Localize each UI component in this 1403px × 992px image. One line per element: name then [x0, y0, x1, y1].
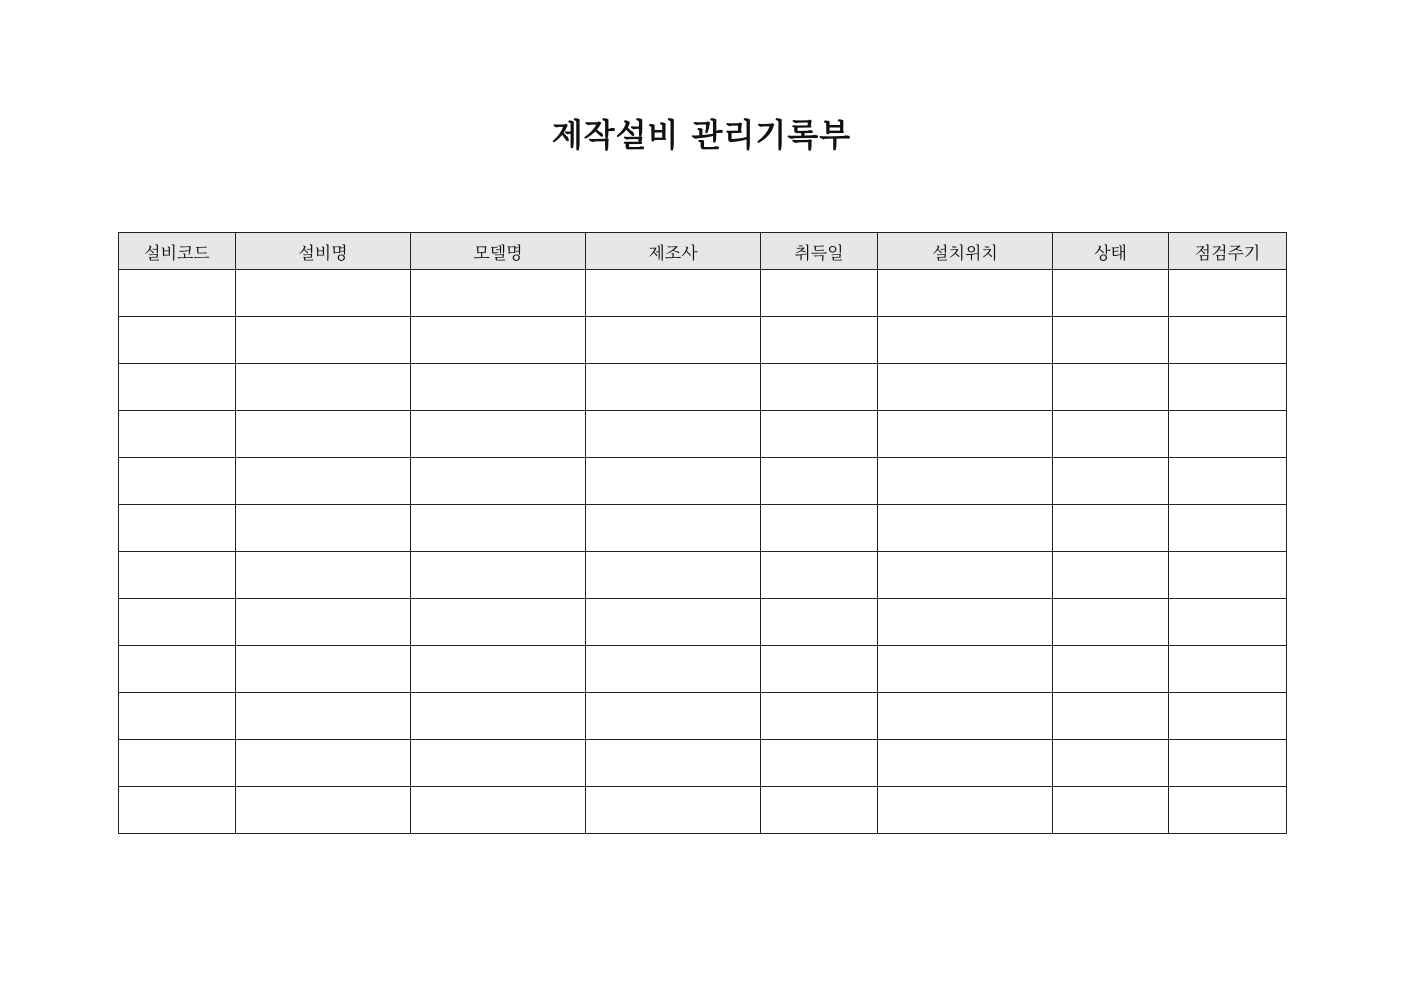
status-cell [1053, 740, 1169, 787]
table-row [119, 740, 1287, 787]
manufacturer-cell [586, 646, 761, 693]
install-location-cell [878, 458, 1053, 505]
acquisition-date-cell [761, 552, 878, 599]
inspection-cycle-cell [1169, 787, 1287, 834]
model-name-cell [411, 552, 586, 599]
install-location-cell [878, 270, 1053, 317]
acquisition-date-cell [761, 364, 878, 411]
column-header-inspection-cycle: 점검주기 [1169, 233, 1287, 270]
equipment-code-cell [119, 458, 236, 505]
model-name-cell [411, 740, 586, 787]
manufacturer-cell [586, 411, 761, 458]
table-row [119, 458, 1287, 505]
column-header-manufacturer: 제조사 [586, 233, 761, 270]
document-title: 제작설비 관리기록부 [551, 116, 852, 154]
equipment-code-cell [119, 646, 236, 693]
install-location-cell [878, 552, 1053, 599]
column-header-install-location: 설치위치 [878, 233, 1053, 270]
manufacturer-cell [586, 693, 761, 740]
status-cell [1053, 458, 1169, 505]
column-header-equipment-code: 설비코드 [119, 233, 236, 270]
acquisition-date-cell [761, 787, 878, 834]
table-row [119, 317, 1287, 364]
equipment-name-cell [236, 364, 411, 411]
install-location-cell [878, 693, 1053, 740]
inspection-cycle-cell [1169, 599, 1287, 646]
manufacturer-cell [586, 599, 761, 646]
equipment-name-cell [236, 505, 411, 552]
inspection-cycle-cell [1169, 411, 1287, 458]
install-location-cell [878, 599, 1053, 646]
table-row [119, 270, 1287, 317]
equipment-name-cell [236, 693, 411, 740]
manufacturer-cell [586, 458, 761, 505]
status-cell [1053, 599, 1169, 646]
equipment-code-cell [119, 740, 236, 787]
equipment-name-cell [236, 458, 411, 505]
table-row [119, 646, 1287, 693]
model-name-cell [411, 364, 586, 411]
inspection-cycle-cell [1169, 505, 1287, 552]
inspection-cycle-cell [1169, 693, 1287, 740]
equipment-name-cell [236, 270, 411, 317]
table-row [119, 364, 1287, 411]
install-location-cell [878, 505, 1053, 552]
acquisition-date-cell [761, 270, 878, 317]
inspection-cycle-cell [1169, 317, 1287, 364]
status-cell [1053, 787, 1169, 834]
table-header-row [119, 233, 1287, 270]
equipment-name-cell [236, 552, 411, 599]
inspection-cycle-cell [1169, 458, 1287, 505]
status-cell [1053, 364, 1169, 411]
equipment-name-cell [236, 599, 411, 646]
install-location-cell [878, 740, 1053, 787]
status-cell [1053, 411, 1169, 458]
install-location-cell [878, 317, 1053, 364]
table-row [119, 411, 1287, 458]
model-name-cell [411, 270, 586, 317]
acquisition-date-cell [761, 505, 878, 552]
install-location-cell [878, 787, 1053, 834]
acquisition-date-cell [761, 740, 878, 787]
table-row [119, 693, 1287, 740]
table-body [119, 270, 1287, 834]
equipment-code-cell [119, 270, 236, 317]
install-location-cell [878, 411, 1053, 458]
install-location-cell [878, 364, 1053, 411]
acquisition-date-cell [761, 646, 878, 693]
status-cell [1053, 270, 1169, 317]
equipment-name-cell [236, 787, 411, 834]
model-name-cell [411, 411, 586, 458]
acquisition-date-cell [761, 411, 878, 458]
model-name-cell [411, 646, 586, 693]
manufacturer-cell [586, 364, 761, 411]
equipment-code-cell [119, 599, 236, 646]
model-name-cell [411, 599, 586, 646]
column-header-model-name: 모델명 [411, 233, 586, 270]
column-header-acquisition-date: 취득일 [761, 233, 878, 270]
equipment-code-cell [119, 552, 236, 599]
manufacturer-cell [586, 270, 761, 317]
table-row [119, 787, 1287, 834]
status-cell [1053, 317, 1169, 364]
inspection-cycle-cell [1169, 740, 1287, 787]
status-cell [1053, 693, 1169, 740]
manufacturer-cell [586, 317, 761, 364]
equipment-code-cell [119, 317, 236, 364]
manufacturer-cell [586, 505, 761, 552]
manufacturer-cell [586, 740, 761, 787]
table-row [119, 552, 1287, 599]
status-cell [1053, 552, 1169, 599]
equipment-name-cell [236, 740, 411, 787]
column-header-equipment-name: 설비명 [236, 233, 411, 270]
equipment-code-cell [119, 693, 236, 740]
model-name-cell [411, 693, 586, 740]
equipment-name-cell [236, 646, 411, 693]
equipment-code-cell [119, 364, 236, 411]
acquisition-date-cell [761, 693, 878, 740]
status-cell [1053, 646, 1169, 693]
model-name-cell [411, 505, 586, 552]
inspection-cycle-cell [1169, 270, 1287, 317]
install-location-cell [878, 646, 1053, 693]
acquisition-date-cell [761, 458, 878, 505]
equipment-register-table [118, 232, 1287, 834]
equipment-code-cell [119, 411, 236, 458]
manufacturer-cell [586, 787, 761, 834]
equipment-code-cell [119, 505, 236, 552]
table-row [119, 505, 1287, 552]
table-row [119, 599, 1287, 646]
status-cell [1053, 505, 1169, 552]
equipment-code-cell [119, 787, 236, 834]
column-header-status: 상태 [1053, 233, 1169, 270]
equipment-name-cell [236, 317, 411, 364]
model-name-cell [411, 787, 586, 834]
equipment-name-cell [236, 411, 411, 458]
inspection-cycle-cell [1169, 646, 1287, 693]
acquisition-date-cell [761, 317, 878, 364]
acquisition-date-cell [761, 599, 878, 646]
inspection-cycle-cell [1169, 364, 1287, 411]
manufacturer-cell [586, 552, 761, 599]
model-name-cell [411, 317, 586, 364]
inspection-cycle-cell [1169, 552, 1287, 599]
model-name-cell [411, 458, 586, 505]
